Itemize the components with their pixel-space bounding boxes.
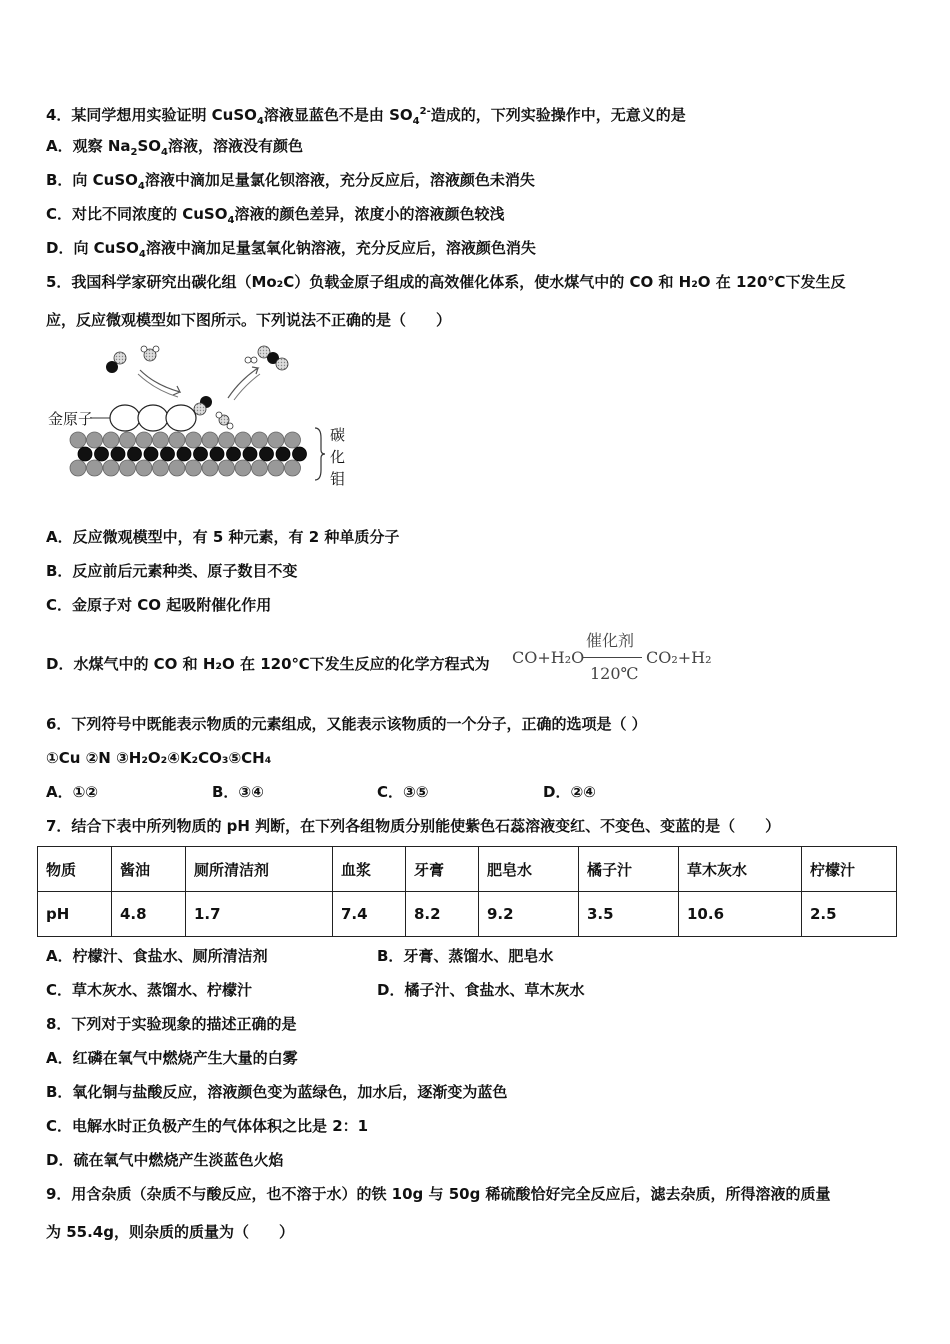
q7-option-b: B．牙膏、蒸馏水、肥皂水 — [377, 947, 554, 965]
ph-table — [37, 846, 897, 937]
carbon-atom — [243, 447, 257, 461]
q7-stem: 7．结合下表中所列物质的 pH 判断，在下列各组物质分别能使紫色石蕊溶液变红、不变色、变蓝的是（ ） — [46, 817, 781, 835]
table-cell: 9.2 — [479, 892, 579, 937]
table-cell: 厕所清洁剂 — [186, 847, 333, 892]
molybdenum-atom — [186, 432, 202, 448]
table-cell: 7.4 — [333, 892, 406, 937]
adsorbed-oxygen-atom — [194, 403, 206, 415]
equation-catalyst: 催化剂 — [586, 631, 635, 650]
molybdenum-atom — [285, 432, 301, 448]
q5-stem-line2: 应，反应微观模型如下图所示。下列说法不正确的是（ ） — [46, 311, 452, 329]
table-cell: pH — [38, 892, 112, 937]
molybdenum-atom — [186, 460, 202, 476]
carbide-label-char3: 钼 — [330, 470, 346, 488]
equation-bar — [582, 657, 642, 658]
adsorbed-hydrogen-atom — [227, 423, 233, 429]
molybdenum-atom — [219, 432, 235, 448]
carbon-atom — [210, 447, 224, 461]
molybdenum-atom — [70, 460, 86, 476]
carbon-atom — [144, 447, 158, 461]
carbon-atom — [161, 447, 175, 461]
equation-reactants: CO+H₂O — [512, 648, 585, 667]
carbon-atom — [111, 447, 125, 461]
table-row — [38, 847, 897, 892]
q8-option-a: A．红磷在氧气中燃烧产生大量的白雾 — [46, 1049, 298, 1067]
mo2c-layers — [70, 432, 307, 476]
molybdenum-atom — [70, 432, 86, 448]
h2-atom — [251, 357, 257, 363]
molybdenum-atom — [87, 460, 103, 476]
q6-symbols: ①Cu ②N ③H₂O₂④K₂CO₃⑤CH₄ — [46, 749, 272, 767]
q6-option-d: D．②④ — [543, 783, 596, 801]
table-cell: 肥皂水 — [479, 847, 579, 892]
table-cell: 10.6 — [679, 892, 802, 937]
q7-option-d: D．橘子汁、食盐水、草木灰水 — [377, 981, 585, 999]
molybdenum-atom — [235, 432, 251, 448]
q6-option-c: C．③⑤ — [377, 783, 429, 801]
arrow-out-outline — [234, 374, 260, 400]
table-cell: 橘子汁 — [579, 847, 679, 892]
q6-stem: 6．下列符号中既能表示物质的元素组成，又能表示该物质的一个分子，正确的选项是（ ） — [46, 715, 647, 733]
molybdenum-atom — [219, 460, 235, 476]
carbon-atom — [78, 447, 92, 461]
table-cell: 3.5 — [579, 892, 679, 937]
q4-option-c: C．对比不同浓度的 CuSO$_4$溶液的颜色差异，浓度小的溶液颜色较浅 — [46, 205, 505, 226]
gold-atom — [110, 405, 140, 431]
molybdenum-atom — [120, 460, 136, 476]
q8-option-c: C．电解水时正负极产生的气体体积之比是 2：1 — [46, 1117, 369, 1135]
carbon-atom — [276, 447, 290, 461]
table-cell: 草木灰水 — [679, 847, 802, 892]
molybdenum-atom — [202, 432, 218, 448]
h2-atom — [245, 357, 251, 363]
equation-temperature: 120℃ — [590, 664, 639, 683]
arrow-out-icon — [228, 367, 258, 398]
molybdenum-atom — [252, 460, 268, 476]
q5-option-b: B．反应前后元素种类、原子数目不变 — [46, 562, 298, 580]
table-cell: 2.5 — [802, 892, 897, 937]
co-oxygen-atom — [114, 352, 126, 364]
carbon-atom — [260, 447, 274, 461]
q8-option-d: D．硫在氧气中燃烧产生淡蓝色火焰 — [46, 1151, 284, 1169]
q4-option-b: B．向 CuSO$_4$溶液中滴加足量氯化钡溶液，充分反应后，溶液颜色未消失 — [46, 171, 535, 192]
q5-option-d: D．水煤气中的 CO 和 H₂O 在 120℃下发生反应的化学方程式为 — [46, 655, 490, 673]
molybdenum-atom — [103, 432, 119, 448]
h2o-hydrogen-atom — [153, 346, 159, 352]
gold-atom — [166, 405, 196, 431]
q4-option-a: A．观察 $Na_2SO_4$溶液，溶液没有颜色 — [46, 137, 304, 158]
molybdenum-atom — [120, 432, 136, 448]
molybdenum-atom — [153, 460, 169, 476]
table-cell: 8.2 — [406, 892, 479, 937]
molybdenum-atom — [169, 460, 185, 476]
molybdenum-atom — [235, 460, 251, 476]
carbide-label-char1: 碳 — [330, 426, 346, 444]
table-cell: 酱油 — [112, 847, 186, 892]
q4-option-d: D．向 CuSO$_4$溶液中滴加足量氢氧化钠溶液，充分反应后，溶液颜色消失 — [46, 239, 536, 260]
table-cell: 牙膏 — [406, 847, 479, 892]
table-row — [38, 892, 897, 937]
molybdenum-atom — [136, 460, 152, 476]
q4-stem: 4．某同学想用实验证明 CuSO$_4$溶液显蓝色不是由 $SO_4^{2-}$造成的，下列实验操作中，无意义的是 — [46, 106, 686, 127]
q5-option-c: C．金原子对 CO 起吸附催化作用 — [46, 596, 272, 614]
table-cell: 血浆 — [333, 847, 406, 892]
q7-option-c: C．草木灰水、蒸馏水、柠檬汁 — [46, 981, 253, 999]
q5-option-a: A．反应微观模型中，有 5 种元素，有 2 种单质分子 — [46, 528, 400, 546]
equation-products: CO₂+H₂ — [646, 648, 712, 667]
molybdenum-atom — [268, 432, 284, 448]
q9-stem-line1: 9．用含杂质（杂质不与酸反应，也不溶于水）的铁 10g 与 50g 稀硫酸恰好完全反应后，滤去杂质，所得溶液的质量 — [46, 1185, 831, 1203]
molybdenum-atom — [87, 432, 103, 448]
carbon-atom — [128, 447, 142, 461]
carbon-atom — [293, 447, 307, 461]
q7-option-a: A．柠檬汁、食盐水、厕所清洁剂 — [46, 947, 268, 965]
gold-atom-label: 金原子 — [48, 410, 94, 428]
adsorbed-hydrogen-atom — [216, 412, 222, 418]
molybdenum-atom — [202, 460, 218, 476]
q9-stem-line2: 为 55.4g，则杂质的质量为（ ） — [46, 1223, 294, 1241]
q6-option-b: B．③④ — [212, 783, 264, 801]
arrow-in-outline — [138, 374, 178, 397]
molybdenum-atom — [169, 432, 185, 448]
chemical-equation — [512, 628, 722, 684]
q5-stem-line1: 5．我国科学家研究出碳化组（Mo₂C）负载金原子组成的高效催化体系，使水煤气中的 CO 和 H₂O 在 120℃下发生反 — [46, 273, 846, 291]
table-cell: 柠檬汁 — [802, 847, 897, 892]
q8-option-b: B．氧化铜与盐酸反应，溶液颜色变为蓝绿色，加水后，逐渐变为蓝色 — [46, 1083, 508, 1101]
molybdenum-atom — [103, 460, 119, 476]
carbon-atom — [177, 447, 191, 461]
h2o-hydrogen-atom — [141, 346, 147, 352]
carbide-label-char2: 化 — [330, 448, 346, 466]
reaction-model-figure — [40, 340, 360, 490]
co2-oxygen-atom — [276, 358, 288, 370]
molybdenum-atom — [153, 432, 169, 448]
carbon-atom — [227, 447, 241, 461]
carbon-atom — [194, 447, 208, 461]
molybdenum-atom — [252, 432, 268, 448]
table-cell: 1.7 — [186, 892, 333, 937]
q6-option-a: A．①② — [46, 783, 99, 801]
table-cell: 4.8 — [112, 892, 186, 937]
molybdenum-atom — [285, 460, 301, 476]
molybdenum-atom — [268, 460, 284, 476]
molybdenum-atom — [136, 432, 152, 448]
carbon-atom — [95, 447, 109, 461]
q8-stem: 8．下列对于实验现象的描述正确的是 — [46, 1015, 297, 1033]
arrow-in-icon — [140, 370, 180, 395]
brace-icon — [315, 428, 325, 480]
gold-atom — [138, 405, 168, 431]
table-cell: 物质 — [38, 847, 112, 892]
